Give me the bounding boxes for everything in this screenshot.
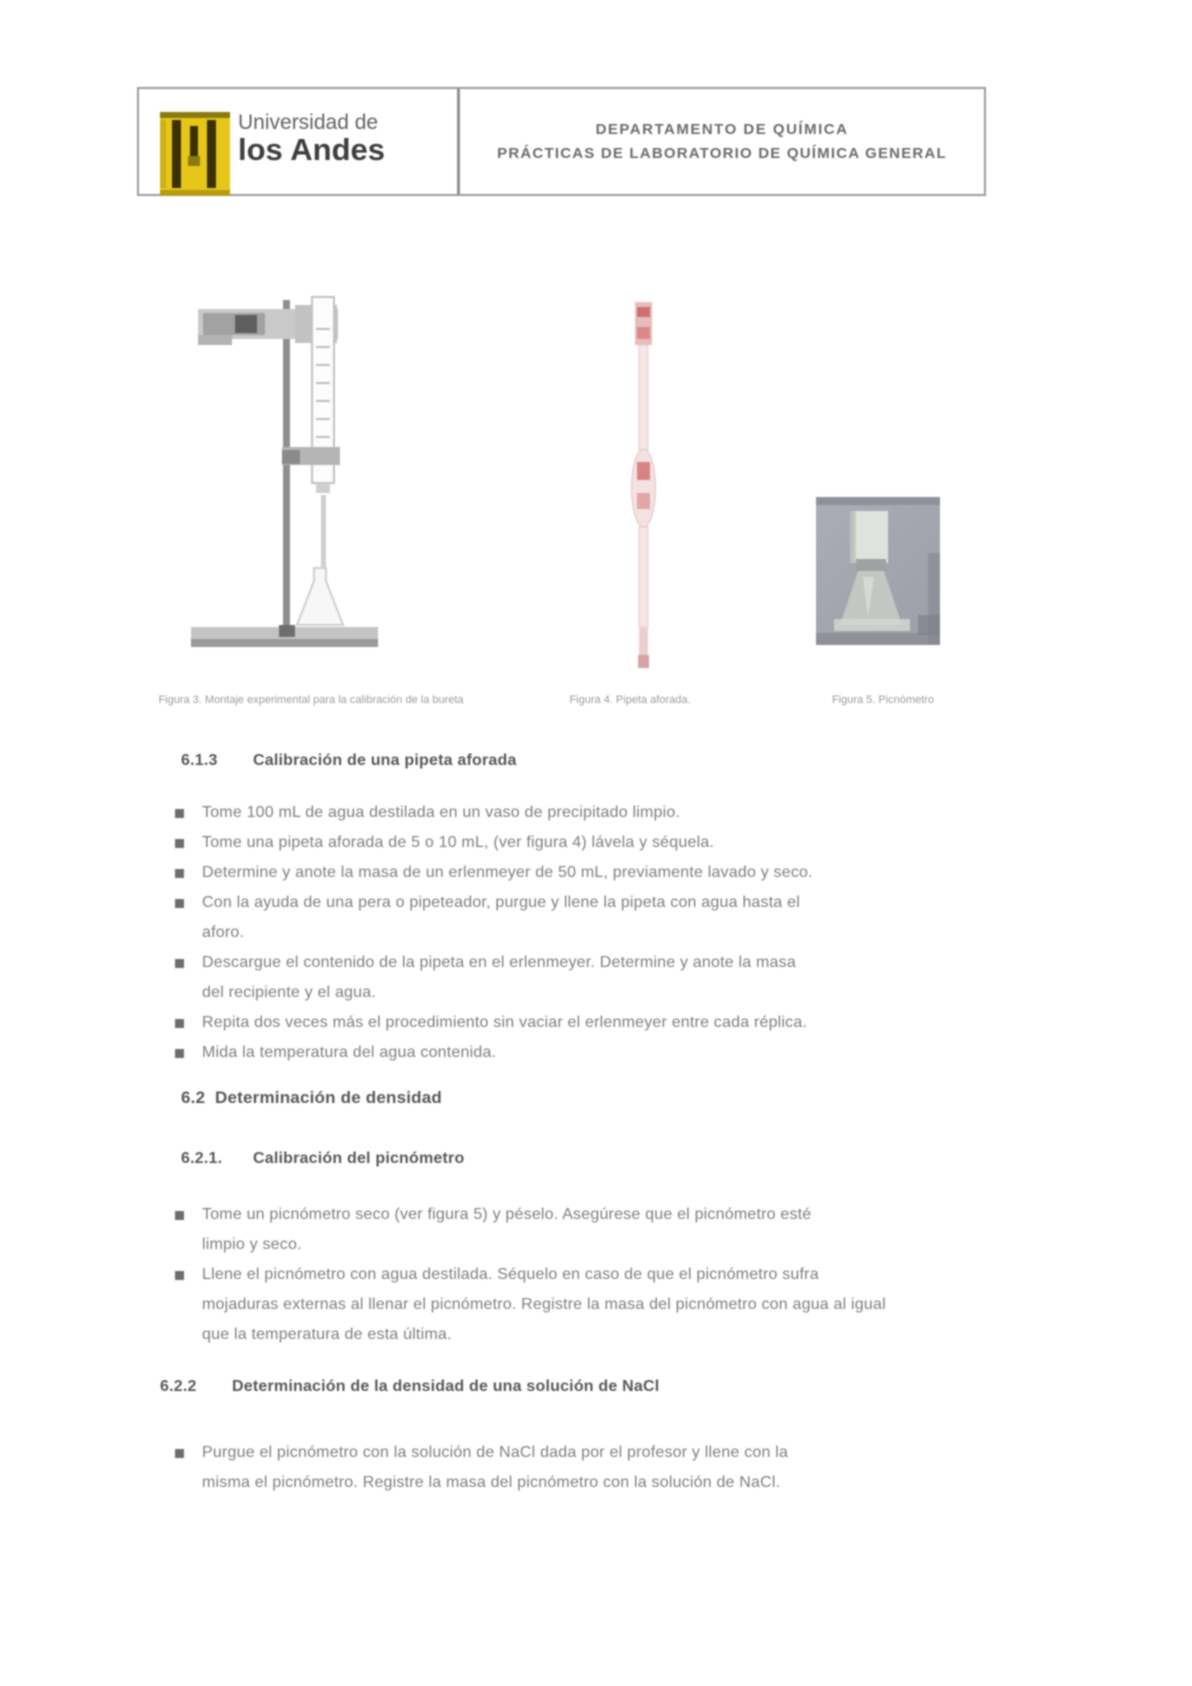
section-number: 6.2.2: [160, 1378, 197, 1395]
section-title: Determinación de densidad: [215, 1088, 442, 1107]
bullet-list-621: [173, 1200, 1003, 1350]
list-item-line: Tome un picnómetro seco (ver figura 5) y péselo. Asegúrese que el picnómetro esté: [202, 1206, 812, 1223]
list-item-line: Tome 100 mL de agua destilada en un vaso de precipitado limpio.: [202, 804, 681, 821]
list-item-line: Llene el picnómetro con agua destilada. Séquelo en caso de que el picnómetro sufra: [202, 1266, 819, 1283]
list-item: [173, 1008, 1003, 1038]
list-item-line: mojaduras externas al llenar el picnómetro. Registre la masa del picnómetro con agua al igual: [202, 1296, 886, 1313]
header-table: [137, 87, 986, 196]
bullet-square-icon: [175, 1211, 184, 1220]
list-item-line: misma el picnómetro. Registre la masa del picnómetro con la solución de NaCl.: [202, 1474, 781, 1491]
figure3-caption: Figura 3. Montaje experimental para la calibración de la bureta: [158, 694, 464, 706]
list-item-line: Tome una pipeta aforada de 5 o 10 mL, (ver figura 4) lávela y séquela.: [202, 834, 715, 851]
bullet-list-622: [173, 1438, 1003, 1498]
list-item-line: Determine y anote la masa de un erlenmeyer de 50 mL, previamente lavado y seco.: [202, 864, 813, 881]
bullet-square-icon: [175, 959, 184, 968]
logo-wordmark: [238, 111, 385, 168]
pycnometer-photo-flask: [816, 497, 940, 645]
bullet-square-icon: [175, 1449, 184, 1458]
logo-wordmark-top: Universidad de: [238, 111, 379, 134]
list-item: [173, 1438, 1003, 1498]
bullet-list-613: [173, 798, 1003, 1068]
list-item-line: Mida la temperatura del agua contenida.: [202, 1044, 497, 1061]
list-item: [173, 798, 1003, 828]
list-item-line: Descargue el contenido de la pipeta en el erlenmeyer. Determine y anote la masa: [202, 954, 796, 971]
pycnometer-photo-figure: [816, 497, 940, 645]
list-item-line: Purgue el picnómetro con la solución de NaCl dada por el profesor y llene con la: [202, 1444, 789, 1461]
figure4-caption: Figura 4. Pipeta aforada.: [569, 694, 691, 706]
department-title: DEPARTAMENTO DE QUÍMICA: [595, 121, 849, 138]
section-title: Calibración de una pipeta aforada: [253, 752, 517, 769]
list-item: [173, 888, 1003, 948]
list-item: [173, 948, 1003, 1008]
section-title: Calibración del picnómetro: [253, 1150, 465, 1167]
figure5-caption: Figura 5. Picnómetro: [831, 694, 935, 706]
section-heading-613: [181, 752, 517, 770]
list-item-line: aforo.: [202, 924, 245, 941]
logo-cell: [139, 89, 460, 194]
logo-wordmark-bottom: los Andes: [238, 132, 385, 167]
list-item: [173, 1038, 1003, 1068]
section-heading-62: [181, 1088, 442, 1108]
university-logo-icon: [160, 112, 230, 196]
list-item-line: limpio y seco.: [202, 1236, 302, 1253]
section-number: 6.1.3: [181, 752, 218, 769]
bullet-square-icon: [175, 839, 184, 848]
section-heading-622: [160, 1378, 659, 1396]
header-title-cell: [460, 89, 984, 194]
list-item: [173, 1260, 1003, 1350]
bullet-square-icon: [175, 899, 184, 908]
list-item: [173, 858, 1003, 888]
list-item: [173, 828, 1003, 858]
list-item-line: Con la ayuda de una pera o pipeteador, purgue y llene la pipeta con agua hasta el: [202, 894, 800, 911]
list-item-line: Repita dos veces más el procedimiento sin vaciar el erlenmeyer entre cada réplica.: [202, 1014, 808, 1031]
list-item: [173, 1200, 1003, 1260]
course-title: PRÁCTICAS DE LABORATORIO DE QUÍMICA GENERAL: [497, 145, 947, 162]
bullet-square-icon: [175, 1019, 184, 1028]
list-item-line: que la temperatura de esta última.: [202, 1326, 452, 1343]
bullet-square-icon: [175, 869, 184, 878]
section-title: Determinación de la densidad de una solución de NaCl: [232, 1378, 660, 1395]
bullet-square-icon: [175, 1049, 184, 1058]
lab-stand-figure: [183, 295, 383, 655]
bullet-square-icon: [175, 1271, 184, 1280]
volumetric-pipette-figure: [628, 297, 662, 669]
bullet-square-icon: [175, 809, 184, 818]
section-heading-621: [181, 1150, 464, 1168]
list-item-line: del recipiente y el agua.: [202, 984, 376, 1001]
section-number: 6.2.1.: [181, 1150, 223, 1167]
section-number: 6.2: [181, 1088, 206, 1107]
